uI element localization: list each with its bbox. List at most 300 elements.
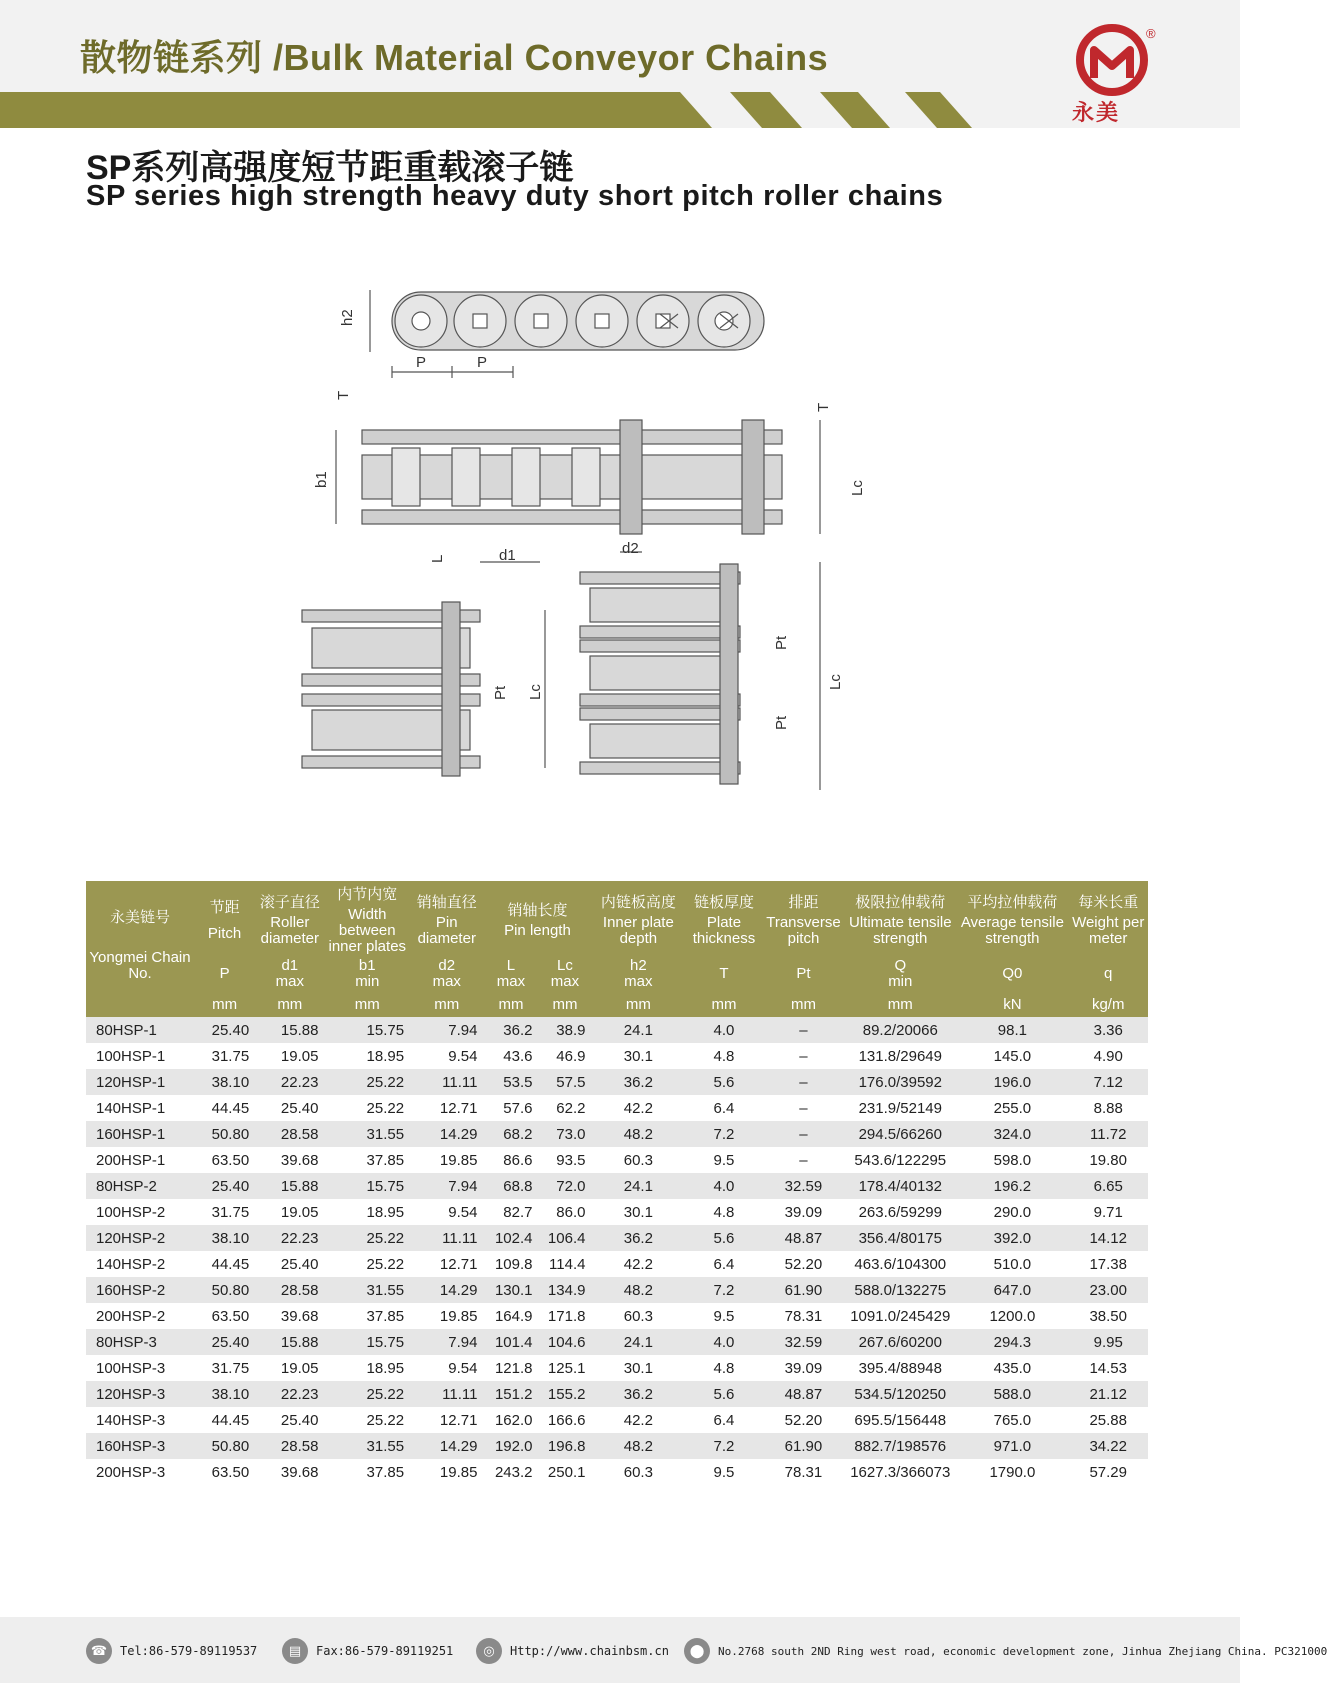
th-plate-depth-cn: 内链板高度 — [600, 894, 676, 911]
location-pin-icon: ⬤ — [684, 1638, 710, 1664]
table-cell: 25.88 — [1089, 1411, 1127, 1429]
table-cell: 294.3 — [956, 1329, 1068, 1355]
table-cell: 22.23 — [255, 1225, 324, 1251]
table-cell: 39.68 — [280, 1151, 319, 1169]
th-lc-sub: max — [550, 973, 580, 990]
table-cell: 24.1 — [591, 1017, 685, 1043]
table-cell: 30.1 — [623, 1359, 653, 1377]
table-cell: 6.4 — [713, 1411, 735, 1429]
table-row — [86, 1251, 1148, 1277]
table-cell: 1200.0 — [989, 1307, 1036, 1325]
table-row — [86, 1277, 1148, 1303]
th-pitch-en: Pitch — [207, 925, 242, 942]
table-cell: 243.2 — [494, 1463, 533, 1481]
table-cell: 14.12 — [1068, 1225, 1148, 1251]
table-cell: 19.85 — [439, 1307, 478, 1325]
table-cell: 39.68 — [280, 1463, 319, 1481]
table-cell: 31.55 — [324, 1277, 410, 1303]
table-cell: 106.4 — [538, 1225, 591, 1251]
table-cell: 166.6 — [547, 1411, 586, 1429]
table-cell: 4.0 — [685, 1329, 762, 1355]
table-cell: 53.5 — [483, 1069, 538, 1095]
table-cell: 19.05 — [280, 1359, 319, 1377]
table-cell: 104.6 — [538, 1329, 591, 1355]
table-cell: 28.58 — [255, 1277, 324, 1303]
top-view-diagram — [336, 420, 820, 562]
th-pitch-sym: P — [194, 955, 255, 993]
table-cell: 68.2 — [483, 1121, 538, 1147]
table-cell: 4.90 — [1093, 1047, 1123, 1065]
th-weight-cn: 每米长重 — [1078, 894, 1139, 911]
table-cell: 11.72 — [1068, 1121, 1148, 1147]
page-title-en: SP series high strength heavy duty short pitch roller chains — [86, 180, 944, 212]
table-cell: 510.0 — [993, 1255, 1032, 1273]
table-row — [86, 1199, 1148, 1225]
th-roller-cn: 滚子直径 — [259, 894, 320, 911]
table-cell: 25.22 — [366, 1411, 405, 1429]
table-cell: 24.1 — [591, 1329, 685, 1355]
cell-chain-no: 160HSP-1 — [86, 1121, 194, 1147]
table-cell: 12.71 — [439, 1099, 478, 1117]
table-cell: 61.90 — [763, 1433, 845, 1459]
table-cell: 15.75 — [324, 1017, 410, 1043]
table-cell: 125.1 — [547, 1359, 586, 1377]
table-cell: 25.22 — [324, 1225, 410, 1251]
cell-chain-no: 80HSP-3 — [86, 1329, 194, 1355]
table-cell: 145.0 — [993, 1047, 1032, 1065]
table-cell: 48.87 — [763, 1381, 845, 1407]
label-p1: P — [416, 354, 427, 371]
table-cell: 6.4 — [713, 1099, 735, 1117]
table-cell: 42.2 — [623, 1411, 653, 1429]
th-unit-q0: kN — [956, 993, 1068, 1017]
table-cell: 196.2 — [956, 1173, 1068, 1199]
table-cell: 598.0 — [993, 1151, 1032, 1169]
logo-text: 永美 — [1072, 100, 1121, 125]
table-cell: 231.9/52149 — [858, 1099, 942, 1117]
table-cell: 155.2 — [538, 1381, 591, 1407]
th-unit-h2: mm — [591, 993, 685, 1017]
label-lc-triplex: Lc — [827, 674, 844, 690]
cell-chain-no: 200HSP-3 — [96, 1463, 166, 1481]
table-cell: 392.0 — [956, 1225, 1068, 1251]
table-cell: 82.7 — [503, 1203, 533, 1221]
th-unit-width: mm — [324, 993, 410, 1017]
th-q-weight-sym: q — [1068, 955, 1148, 993]
label-pt-triplex-2: Pt — [773, 715, 790, 730]
table-cell: 196.0 — [956, 1069, 1068, 1095]
table-cell: 52.20 — [784, 1255, 823, 1273]
table-cell: 15.88 — [255, 1173, 324, 1199]
table-cell: 17.38 — [1089, 1255, 1127, 1273]
table-cell: 18.95 — [366, 1359, 405, 1377]
table-cell: 12.71 — [439, 1411, 478, 1429]
table-cell: 435.0 — [993, 1359, 1032, 1377]
table-cell: 15.75 — [324, 1329, 410, 1355]
table-cell: 31.55 — [324, 1433, 410, 1459]
table-cell: – — [799, 1151, 808, 1169]
table-cell: 63.50 — [211, 1151, 250, 1169]
table-cell: 4.8 — [713, 1047, 735, 1065]
table-cell: 7.2 — [685, 1433, 762, 1459]
table-cell: – — [799, 1047, 808, 1065]
table-cell: 534.5/120250 — [844, 1381, 956, 1407]
table-cell: 196.8 — [538, 1433, 591, 1459]
table-cell: 25.22 — [366, 1255, 405, 1273]
table-cell: 171.8 — [547, 1307, 586, 1325]
label-pt-triplex-1: Pt — [773, 635, 790, 650]
table-cell: 7.94 — [410, 1329, 483, 1355]
table-cell: 294.5/66260 — [844, 1121, 956, 1147]
cell-chain-no: 160HSP-2 — [86, 1277, 194, 1303]
table-row — [86, 1043, 1148, 1069]
table-cell: 36.2 — [591, 1381, 685, 1407]
th-roller-en: Roller diameter — [260, 914, 319, 947]
table-cell: 588.0/132275 — [844, 1277, 956, 1303]
page-title-cn: SP系列高强度短节距重载滚子链 — [86, 149, 574, 187]
table-cell: 25.22 — [324, 1069, 410, 1095]
cell-chain-no: 140HSP-3 — [96, 1411, 166, 1429]
table-cell: 3.36 — [1068, 1017, 1148, 1043]
table-cell: 48.2 — [591, 1277, 685, 1303]
triplex-view-diagram — [580, 562, 820, 790]
th-pinlen-en: Pin length — [504, 922, 571, 939]
table-cell: 14.29 — [410, 1277, 483, 1303]
table-cell: 324.0 — [956, 1121, 1068, 1147]
table-cell: 695.5/156448 — [854, 1411, 947, 1429]
th-h2-sym: h2 — [630, 957, 647, 974]
table-row — [86, 1433, 1148, 1459]
table-cell: 30.1 — [623, 1047, 653, 1065]
table-cell: 78.31 — [784, 1463, 823, 1481]
table-cell: 114.4 — [549, 1255, 586, 1273]
table-row — [86, 1355, 1148, 1381]
footer-tel — [86, 1638, 257, 1664]
table-cell: 121.8 — [494, 1359, 533, 1377]
th-l-sym: L — [506, 957, 516, 974]
th-width-sym: b1 — [358, 957, 376, 974]
table-cell: 9.5 — [713, 1307, 735, 1325]
table-cell: 164.9 — [494, 1307, 533, 1325]
th-weight-en: Weight per meter — [1072, 914, 1145, 947]
table-cell: 4.8 — [713, 1203, 735, 1221]
spec-table — [86, 881, 1148, 1485]
table-cell: 39.68 — [280, 1307, 319, 1325]
table-cell: 31.75 — [211, 1359, 250, 1377]
table-cell: 178.4/40132 — [844, 1173, 956, 1199]
table-cell: 14.29 — [410, 1121, 483, 1147]
table-cell: 86.0 — [556, 1203, 586, 1221]
table-cell: 31.55 — [324, 1121, 410, 1147]
table-cell: 73.0 — [538, 1121, 591, 1147]
table-cell: 28.58 — [255, 1121, 324, 1147]
table-cell: 9.54 — [448, 1047, 478, 1065]
table-cell: 12.71 — [439, 1255, 478, 1273]
label-t-right: T — [815, 402, 832, 412]
table-cell: 39.09 — [784, 1359, 823, 1377]
table-cell: 263.6/59299 — [858, 1203, 942, 1221]
th-plate-thick-cn: 链板厚度 — [693, 894, 754, 911]
table-cell: 18.95 — [366, 1047, 405, 1065]
table-cell: 46.9 — [556, 1047, 586, 1065]
table-row — [86, 1147, 1148, 1173]
table-cell: 25.22 — [366, 1099, 405, 1117]
table-cell: 15.88 — [255, 1329, 324, 1355]
table-cell: 32.59 — [763, 1173, 845, 1199]
table-cell: 9.5 — [713, 1463, 735, 1481]
th-unit-pitch: mm — [194, 993, 255, 1017]
table-cell: 647.0 — [956, 1277, 1068, 1303]
cell-chain-no: 100HSP-2 — [96, 1203, 166, 1221]
table-cell: 25.40 — [280, 1411, 319, 1429]
table-cell: 68.8 — [483, 1173, 538, 1199]
label-b1: b1 — [313, 471, 330, 488]
table-cell: 50.80 — [194, 1433, 255, 1459]
th-ult-en: Ultimate tensile strength — [849, 914, 952, 947]
th-unit-pind: mm — [410, 993, 483, 1017]
table-cell: 463.6/104300 — [854, 1255, 947, 1273]
table-cell: 63.50 — [211, 1307, 250, 1325]
table-cell: 19.05 — [280, 1203, 319, 1221]
th-lc-sym: Lc — [557, 957, 573, 974]
th-plate-depth-en: Inner plate depth — [602, 914, 674, 947]
table-cell: 7.2 — [685, 1121, 762, 1147]
cell-chain-no: 140HSP-2 — [96, 1255, 166, 1273]
table-cell: 43.6 — [503, 1047, 533, 1065]
table-cell: 7.12 — [1068, 1069, 1148, 1095]
footer-address — [684, 1638, 1327, 1664]
label-d1: d1 — [499, 547, 516, 564]
table-cell: 109.8 — [494, 1255, 533, 1273]
label-lc-top: Lc — [849, 480, 866, 496]
table-cell: 255.0 — [993, 1099, 1032, 1117]
table-cell: 28.58 — [255, 1433, 324, 1459]
th-unit-q: mm — [844, 993, 956, 1017]
table-cell: 11.11 — [410, 1381, 483, 1407]
th-pind-sub: max — [432, 973, 461, 990]
side-view-diagram — [370, 290, 764, 378]
cell-chain-no: 160HSP-3 — [86, 1433, 194, 1459]
table-cell: 57.5 — [538, 1069, 591, 1095]
footer-fax-text: Fax:86-579-89119251 — [316, 1644, 454, 1658]
table-cell: 9.5 — [713, 1151, 735, 1169]
th-unit-l: mm — [483, 993, 538, 1017]
table-cell: 38.10 — [194, 1225, 255, 1251]
table-cell: 9.54 — [448, 1359, 478, 1377]
header-title: 散物链系列 /Bulk Material Conveyor Chains — [80, 37, 829, 78]
table-cell: 57.6 — [503, 1099, 533, 1117]
th-pinlen-cn: 销轴长度 — [507, 902, 568, 919]
cell-chain-no: 80HSP-1 — [86, 1017, 194, 1043]
table-cell: 25.40 — [194, 1017, 255, 1043]
table-row — [86, 1173, 1148, 1199]
table-cell: 86.6 — [503, 1151, 533, 1169]
table-cell: 7.2 — [685, 1277, 762, 1303]
table-cell: 50.80 — [194, 1277, 255, 1303]
table-cell: 5.6 — [685, 1381, 762, 1407]
th-roller-sub: max — [275, 973, 304, 990]
label-t-left: T — [335, 390, 352, 400]
table-cell: 882.7/198576 — [844, 1433, 956, 1459]
cell-chain-no: 120HSP-2 — [86, 1225, 194, 1251]
table-cell: 52.20 — [784, 1411, 823, 1429]
table-cell: 19.85 — [439, 1463, 478, 1481]
table-cell: 6.65 — [1068, 1173, 1148, 1199]
table-cell: 36.2 — [591, 1069, 685, 1095]
label-lc-duplex: Lc — [527, 684, 544, 700]
table-cell: 18.95 — [366, 1203, 405, 1221]
table-cell: 34.22 — [1068, 1433, 1148, 1459]
table-cell: 151.2 — [483, 1381, 538, 1407]
table-cell: – — [799, 1099, 808, 1117]
table-cell: 25.40 — [194, 1173, 255, 1199]
table-cell: 50.80 — [194, 1121, 255, 1147]
cell-chain-no: 200HSP-2 — [96, 1307, 166, 1325]
cell-chain-no: 100HSP-3 — [96, 1359, 166, 1377]
table-cell: 37.85 — [366, 1463, 405, 1481]
table-cell: 23.00 — [1068, 1277, 1148, 1303]
th-trans-en: Transverse pitch — [766, 914, 841, 947]
table-cell: 38.10 — [194, 1069, 255, 1095]
th-avg-cn: 平均拉伸载荷 — [967, 894, 1058, 911]
table-cell: 19.05 — [280, 1047, 319, 1065]
table-cell: 93.5 — [556, 1151, 586, 1169]
table-row — [86, 1303, 1148, 1329]
table-cell: 48.2 — [591, 1121, 685, 1147]
table-cell: 1627.3/366073 — [850, 1463, 951, 1481]
table-cell: 72.0 — [538, 1173, 591, 1199]
table-cell: 15.75 — [324, 1173, 410, 1199]
th-l-sub: max — [496, 973, 526, 990]
footer-web[interactable] — [476, 1638, 669, 1664]
table-cell: 101.4 — [483, 1329, 538, 1355]
table-cell: 25.40 — [280, 1099, 319, 1117]
th-pind-sym: d2 — [438, 957, 456, 974]
table-cell: 36.2 — [591, 1225, 685, 1251]
table-cell: 25.22 — [324, 1381, 410, 1407]
table-cell: 19.85 — [439, 1151, 478, 1169]
table-cell: 24.1 — [591, 1173, 685, 1199]
table-cell: 63.50 — [211, 1463, 250, 1481]
th-q0-sym: Q0 — [956, 955, 1068, 993]
table-cell: 543.6/122295 — [854, 1151, 947, 1169]
table-cell: 5.6 — [685, 1069, 762, 1095]
table-cell: 130.1 — [483, 1277, 538, 1303]
th-q-sym: Q — [894, 957, 907, 974]
table-cell: 4.0 — [685, 1017, 762, 1043]
table-cell: 6.4 — [713, 1255, 735, 1273]
th-unit-lc: mm — [538, 993, 591, 1017]
table-cell: 192.0 — [483, 1433, 538, 1459]
table-cell: 60.3 — [623, 1463, 653, 1481]
table-row — [86, 1069, 1148, 1095]
table-cell: 131.8/29649 — [858, 1047, 942, 1065]
cell-chain-no: 80HSP-2 — [86, 1173, 194, 1199]
table-cell: 31.75 — [211, 1047, 250, 1065]
table-cell: 25.40 — [194, 1329, 255, 1355]
table-cell: 44.45 — [211, 1099, 250, 1117]
th-width-sub: min — [355, 973, 380, 990]
label-p2: P — [477, 354, 488, 371]
cell-chain-no: 120HSP-1 — [86, 1069, 194, 1095]
table-row — [86, 1381, 1148, 1407]
table-cell: 134.9 — [538, 1277, 591, 1303]
th-avg-en: Average tensile strength — [960, 914, 1064, 947]
table-cell: 971.0 — [956, 1433, 1068, 1459]
table-cell: 98.1 — [956, 1017, 1068, 1043]
th-unit-pt: mm — [763, 993, 845, 1017]
cell-chain-no: 140HSP-1 — [96, 1099, 166, 1117]
table-cell: 102.4 — [483, 1225, 538, 1251]
table-cell: 8.88 — [1093, 1099, 1123, 1117]
table-cell: 290.0 — [993, 1203, 1032, 1221]
table-cell: 36.2 — [483, 1017, 538, 1043]
th-pind-cn: 销轴直径 — [416, 894, 477, 911]
table-cell: – — [763, 1121, 845, 1147]
table-cell: 32.59 — [763, 1329, 845, 1355]
th-width-en: Width between inner plates — [328, 906, 407, 955]
th-q-sub: min — [888, 973, 913, 990]
table-cell: 4.0 — [685, 1173, 762, 1199]
th-chain-en: Yongmei Chain No. — [89, 949, 191, 982]
table-cell: 89.2/20066 — [844, 1017, 956, 1043]
table-cell: 1091.0/245429 — [850, 1307, 951, 1325]
th-width-cn: 内节内宽 — [337, 886, 398, 903]
chain-dimension-diagrams — [300, 270, 900, 840]
th-t-sym: T — [685, 955, 762, 993]
table-cell: 42.2 — [623, 1099, 653, 1117]
label-d2: d2 — [622, 540, 639, 557]
table-cell: 5.6 — [685, 1225, 762, 1251]
footer-fax — [282, 1638, 453, 1664]
table-cell: 250.1 — [547, 1463, 586, 1481]
table-cell: 9.71 — [1093, 1203, 1123, 1221]
table-cell: 48.87 — [763, 1225, 845, 1251]
table-cell: 267.6/60200 — [844, 1329, 956, 1355]
label-h2: h2 — [339, 309, 356, 326]
th-unit-roller: mm — [255, 993, 324, 1017]
th-pind-en: Pin diameter — [417, 914, 476, 947]
table-cell: 162.0 — [494, 1411, 533, 1429]
th-trans-cn: 排距 — [788, 894, 819, 911]
th-plate-thick-en: Plate thickness — [692, 914, 756, 947]
table-cell: 60.3 — [623, 1151, 653, 1169]
header-accent-bar — [0, 92, 1240, 128]
table-cell: 31.75 — [211, 1203, 250, 1221]
spec-table-body — [86, 1017, 1148, 1485]
table-cell: 356.4/80175 — [844, 1225, 956, 1251]
table-cell: – — [763, 1069, 845, 1095]
table-cell: 1790.0 — [989, 1463, 1036, 1481]
table-cell: 4.8 — [713, 1359, 735, 1377]
table-cell: 60.3 — [623, 1307, 653, 1325]
table-cell: – — [763, 1017, 845, 1043]
table-cell: 588.0 — [956, 1381, 1068, 1407]
table-cell: 14.29 — [410, 1433, 483, 1459]
table-cell: 44.45 — [211, 1411, 250, 1429]
table-cell: 61.90 — [763, 1277, 845, 1303]
phone-icon: ☎ — [86, 1638, 112, 1664]
footer-web-text[interactable]: Http://www.chainbsm.cn — [510, 1644, 669, 1658]
table-row — [86, 1017, 1148, 1043]
table-cell: 7.94 — [410, 1017, 483, 1043]
cell-chain-no: 100HSP-1 — [96, 1047, 166, 1065]
web-icon: ◎ — [476, 1638, 502, 1664]
th-pt-sym: Pt — [763, 955, 845, 993]
th-unit-t: mm — [685, 993, 762, 1017]
table-cell: 57.29 — [1089, 1463, 1127, 1481]
table-row — [86, 1329, 1148, 1355]
